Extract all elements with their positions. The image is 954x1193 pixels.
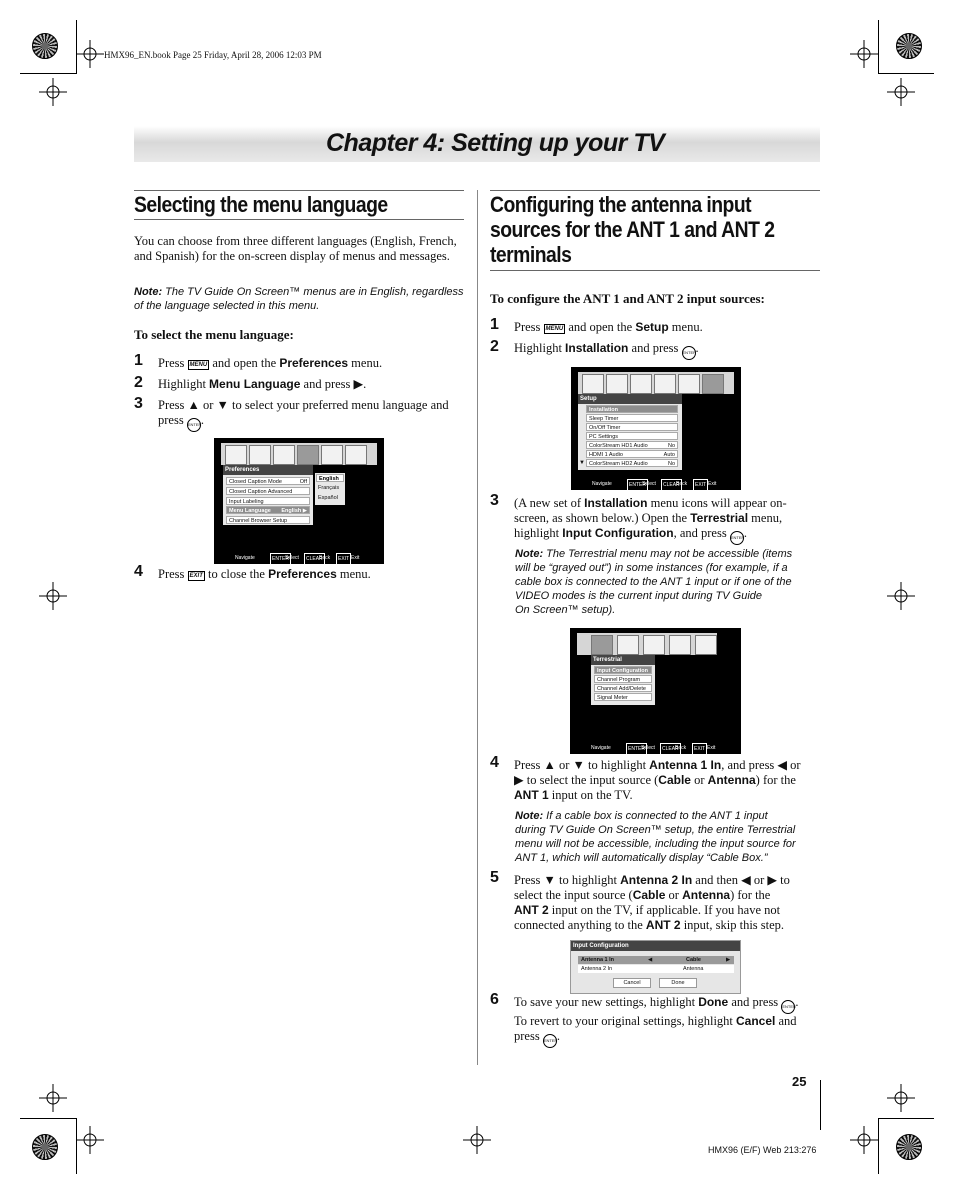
subhead: To select the menu language:: [134, 327, 294, 342]
select-label: Select: [642, 481, 656, 487]
clear-key: CLEAR: [660, 743, 681, 755]
lock-menu-icon: [678, 374, 700, 394]
preferences-screen: [214, 438, 384, 564]
step-text: Press MENU and open the Setup menu.: [514, 320, 703, 334]
step-text: Press ▼ to highlight Antenna 2 In and then ◀ or ▶ to select the input source (Cable or Antenna) for the ANT 2 input on the TV, if applicable. If you have not connected anything to the ANT 2 input, skip this step.: [514, 873, 790, 932]
step-number: 3: [490, 492, 499, 509]
audio-menu-icon: [273, 445, 295, 465]
preferences-menu: [223, 465, 313, 525]
subhead: To configure the ANT 1 and ANT 2 input sources:: [490, 291, 765, 306]
select-label: Select: [285, 555, 299, 561]
screen-title: Input Configuration: [571, 941, 740, 951]
print-code: HMX96 (E/F) Web 213:276: [708, 1145, 817, 1155]
terrestrial-menu-icon: [591, 635, 613, 655]
step-number: 4: [490, 754, 499, 771]
note-label: Note:: [515, 548, 544, 560]
step-number: 6: [490, 991, 499, 1008]
screen-footer: [571, 743, 740, 753]
menu-item[interactable]: ColorStream HD2 Audio No: [586, 459, 678, 467]
step-text: Highlight Installation and press ENTER.: [514, 341, 699, 360]
heading-rule: [490, 270, 820, 271]
language-option[interactable]: English: [316, 474, 344, 482]
note-label: Note:: [134, 286, 163, 298]
video-menu-icon: [249, 445, 271, 465]
screen-footer: [572, 479, 740, 489]
picture-menu-icon: [225, 445, 247, 465]
step-text: (A new set of Installation menu icons will appear on- screen, as shown below.) Open the Terrestrial menu, highlight Input Configuration, and press ENTER.: [514, 496, 824, 545]
clear-key: CLEAR: [304, 553, 325, 565]
menu-item[interactable]: Channel Add/Delete: [594, 684, 652, 692]
menu-item-selected[interactable]: Menu Language English ▶: [226, 506, 310, 514]
menu-title: Setup: [578, 394, 682, 404]
enter-button-icon: ENTER: [781, 1000, 795, 1014]
note-label: Note:: [515, 810, 544, 822]
note-paragraph: [134, 285, 464, 313]
time-menu-icon: [669, 635, 691, 655]
left-arrow-icon[interactable]: ◀: [648, 957, 653, 963]
antenna-2-row[interactable]: Antenna 2 In Antenna: [578, 965, 734, 973]
exit-label: Exit: [708, 481, 717, 487]
book-info-line: HMX96_EN.book Page 25 Friday, April 28, 2006 12:03 PM: [104, 50, 322, 60]
menu-title: Terrestrial: [591, 655, 655, 665]
screen-footer: [215, 553, 383, 563]
setup-menu-icon: [702, 374, 724, 394]
back-label: Back: [675, 745, 687, 751]
step-number: 1: [490, 316, 499, 333]
enter-button-icon: ENTER: [187, 418, 201, 432]
step-number: 3: [134, 395, 143, 412]
menu-item[interactable]: On/Off Timer: [586, 423, 678, 431]
menu-title: Preferences: [223, 465, 313, 475]
navigate-label: Navigate: [592, 481, 612, 487]
setup-screen: [571, 367, 741, 490]
guide-setup-menu-icon: [643, 635, 665, 655]
menu-item[interactable]: HDMI 1 Audio Auto: [586, 450, 678, 458]
antenna-1-row[interactable]: Antenna 1 In ◀ Cable ▶: [578, 956, 734, 964]
step-number: 2: [490, 338, 499, 355]
column-divider: [477, 190, 478, 1065]
language-option[interactable]: Español: [318, 495, 338, 501]
system-status-menu-icon: [695, 635, 717, 655]
lock-menu-icon: [321, 445, 343, 465]
intro-paragraph: You can choose from three different languages (English, French, and Spanish) for the on-screen display of menus and messages.: [134, 234, 457, 263]
heading-rule: [134, 219, 464, 220]
enter-button-icon: ENTER: [682, 346, 696, 360]
note-paragraph: Note: If a cable box is connected to the ANT 1 input during TV Guide On Screen™ setup, the entire Terrestrial menu will not be accessible, including the input source for ANT 1, which will automatically display “Cable Box.”: [515, 810, 796, 864]
menu-item-selected[interactable]: Input Configuration: [594, 666, 652, 674]
step-number: 2: [134, 374, 143, 391]
menu-item-selected[interactable]: Installation: [586, 405, 678, 413]
menu-button-icon: MENU: [545, 326, 564, 332]
terrestrial-screen: [570, 628, 741, 754]
menu-item[interactable]: Input Labeling: [226, 497, 310, 505]
step-text: Press ▲ or ▼ to select your preferred menu language and press ENTER.: [158, 398, 468, 432]
audio-menu-icon: [630, 374, 652, 394]
step-text: Highlight Menu Language and press ▶.: [158, 377, 367, 391]
menu-item[interactable]: Channel Program: [594, 675, 652, 683]
menu-item[interactable]: Channel Browser Setup: [226, 516, 310, 524]
chapter-title: Chapter 4: Setting up your TV: [326, 129, 665, 157]
back-label: Back: [319, 555, 331, 561]
enter-button-icon: ENTER: [543, 1034, 557, 1048]
exit-key: EXIT: [336, 553, 351, 565]
heading-rule: [134, 190, 464, 191]
enter-key: ENTER: [626, 743, 647, 755]
step-number: 5: [490, 869, 499, 886]
menu-item[interactable]: ColorStream HD1 Audio No: [586, 441, 678, 449]
select-label: Select: [641, 745, 655, 751]
exit-key: EXIT: [693, 479, 708, 491]
picture-menu-icon: [582, 374, 604, 394]
scroll-down-arrow-icon[interactable]: ▼: [579, 460, 585, 466]
exit-label: Exit: [707, 745, 716, 751]
language-options: [315, 473, 345, 505]
note-paragraph: Note: The Terrestrial menu may not be accessible (items will be “grayed out”) in some instances (for example, if a cable box is connected to the ANT 1 input or if one of the VIDEO modes is the current input during TV Guide On Screen™ setup).: [515, 548, 793, 616]
preferences-menu-icon: [654, 374, 676, 394]
heading-rule: [490, 190, 820, 191]
navigate-label: Navigate: [235, 555, 255, 561]
step-text: Press MENU and open the Preferences menu.: [158, 356, 383, 370]
section-heading-menu-language: Selecting the menu language: [134, 192, 388, 217]
menu-item[interactable]: Closed Caption Advanced: [226, 487, 310, 495]
menu-item[interactable]: Closed Caption Mode Off: [226, 477, 310, 485]
menu-item[interactable]: Signal Meter: [594, 693, 652, 701]
input-configuration-screen: [570, 940, 741, 994]
menu-icon-bar: [221, 443, 377, 465]
menu-icon-bar: [577, 633, 717, 655]
enter-key: ENTER: [270, 553, 291, 565]
done-button[interactable]: Done: [659, 978, 697, 988]
enter-button-icon: ENTER: [730, 531, 744, 545]
navigate-label: Navigate: [591, 745, 611, 751]
note-text: The TV Guide On Screen™ menus are in English, regardless of the language selected in this menu.: [134, 286, 464, 312]
menu-item[interactable]: PC Settings: [586, 432, 678, 440]
step-text: Press EXIT to close the Preferences menu.: [158, 567, 371, 581]
step-number: 4: [134, 563, 143, 580]
back-label: Back: [676, 481, 688, 487]
setup-menu-icon: [345, 445, 367, 465]
enter-key: ENTER: [627, 479, 648, 491]
menu-item[interactable]: Sleep Timer: [586, 414, 678, 422]
page-number: 25: [792, 1074, 807, 1089]
setup-menu: [578, 394, 682, 470]
menu-icon-bar: [578, 372, 734, 394]
terrestrial-menu: [591, 655, 655, 705]
section-heading-antenna: Configuring the antenna input sources for the ANT 1 and ANT 2 terminals: [490, 192, 775, 267]
satellite-menu-icon: [617, 635, 639, 655]
clear-key: CLEAR: [661, 479, 682, 491]
language-option[interactable]: Français: [318, 485, 340, 491]
preferences-menu-icon: [297, 445, 319, 465]
step-number: 1: [134, 352, 143, 369]
exit-button-icon: EXIT: [189, 573, 203, 579]
right-arrow-icon[interactable]: ▶: [726, 957, 731, 963]
video-menu-icon: [606, 374, 628, 394]
step-text: Press ▲ or ▼ to highlight Antenna 1 In, and press ◀ or ▶ to select the input source (Cable or Antenna) for the ANT 1 input on the TV.: [514, 758, 801, 802]
menu-button-icon: MENU: [189, 362, 208, 368]
exit-key: EXIT: [692, 743, 707, 755]
cancel-button[interactable]: Cancel: [613, 978, 651, 988]
exit-label: Exit: [351, 555, 360, 561]
step-text: To save your new settings, highlight Done and press ENTER. To revert to your original settings, highlight Cancel and press ENTER.: [514, 995, 829, 1048]
